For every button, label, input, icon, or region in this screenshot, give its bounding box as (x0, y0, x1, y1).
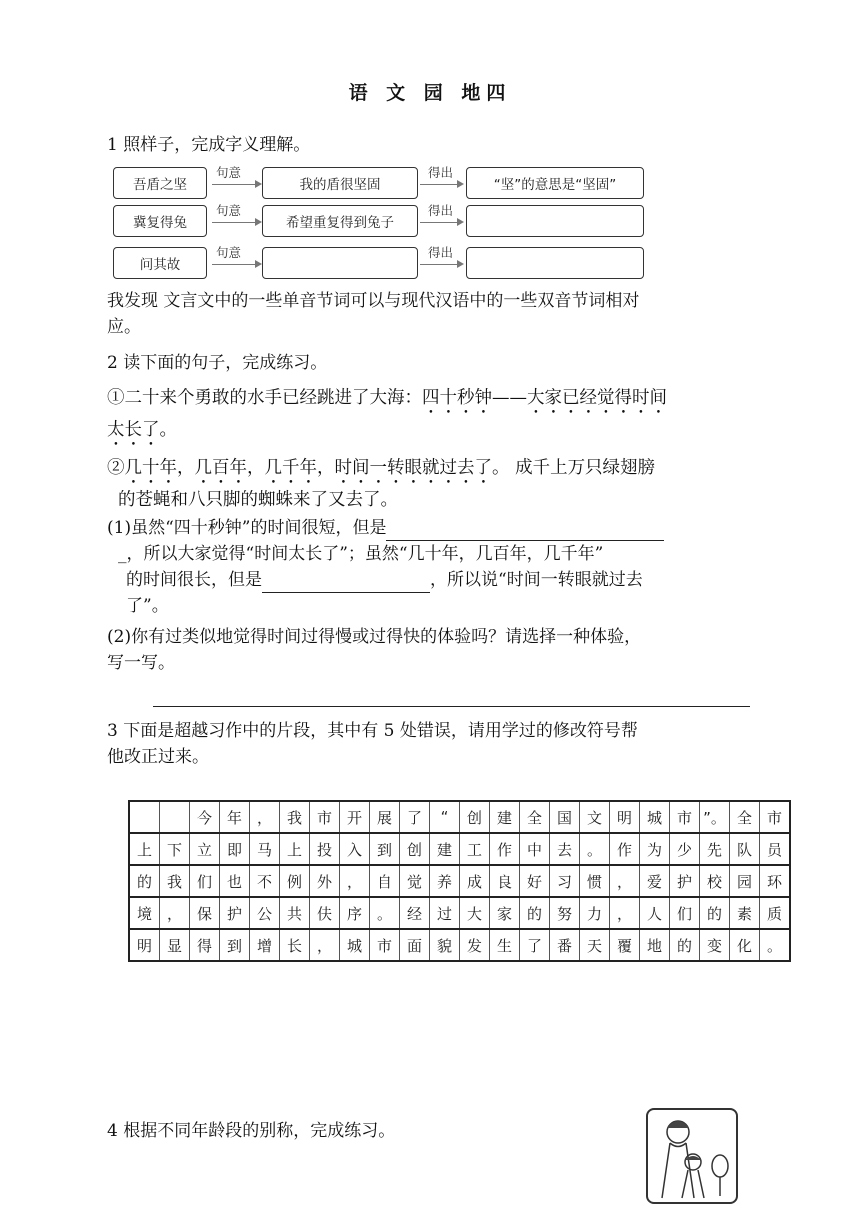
grid-cell: 上 (129, 833, 160, 865)
grid-cell (129, 801, 160, 833)
page-title: 语 文 园 地四 (348, 82, 512, 104)
grid-cell: 先 (700, 833, 730, 865)
grid-cell: 增 (250, 929, 280, 961)
grid-cell: 市 (670, 801, 700, 833)
grid-cell: 共 (280, 897, 310, 929)
grid-cell: 觉 (400, 865, 430, 897)
grid-row (129, 897, 790, 929)
grid-cell: 惯 (580, 865, 610, 897)
grid-cell: 队 (730, 833, 760, 865)
q2-prompt: 2 读下面的句子，完成练习。 (107, 353, 328, 373)
result-label: 得出 (428, 245, 454, 260)
q2-sub1-line3: 的时间很长，但是 ，所以说“时间一转眼就过去 (126, 567, 766, 593)
grid-cell: 城 (340, 929, 370, 961)
grid-cell: 护 (220, 897, 250, 929)
grid-cell: 力 (580, 897, 610, 929)
grid-cell: 我 (160, 865, 190, 897)
grid-cell: 到 (370, 833, 400, 865)
grid-cell: ， (250, 801, 280, 833)
grid-cell: ”。 (700, 801, 730, 833)
grid-cell: 园 (730, 865, 760, 897)
grid-cell: 的 (520, 897, 550, 929)
grid-cell: 市 (310, 801, 340, 833)
grid-cell: 经 (400, 897, 430, 929)
grid-cell: 伕 (310, 897, 340, 929)
result-box[interactable] (466, 247, 644, 279)
grid-cell: 成 (460, 865, 490, 897)
grid-cell: 城 (640, 801, 670, 833)
grid-cell: 环 (760, 865, 791, 897)
arrow-icon (212, 184, 260, 185)
grid-cell: 例 (280, 865, 310, 897)
grid-cell: 质 (760, 897, 791, 929)
q2-sentence-1-cont (107, 417, 177, 450)
source-phrase-box: 冀复得兔 (113, 205, 207, 237)
grid-cell: 上 (280, 833, 310, 865)
arrow-icon (420, 222, 462, 223)
grid-cell: 不 (250, 865, 280, 897)
grid-cell: 覆 (610, 929, 640, 961)
grid-cell: 发 (460, 929, 490, 961)
grid-cell: 人 (640, 897, 670, 929)
grid-cell: ， (310, 929, 340, 961)
meaning-box: 我的盾很坚固 (262, 167, 418, 199)
emphasized-text: 几十年，几百年，几千年，时间一转眼就过去了。 (124, 458, 510, 478)
q1-finding-line1: 我发现 文言文中的一些单音节词可以与现代汉语中的一些双音节词相对 (107, 291, 640, 311)
meaning-label: 句意 (216, 203, 242, 218)
grid-cell: 去 (550, 833, 580, 865)
grid-cell: ， (610, 897, 640, 929)
q1-diagram (0, 0, 860, 300)
q2-sentence-2: ②几十年，几百年，几千年，时间一转眼就过去了。 成千上万只绿翅膀 (107, 458, 656, 478)
emphasized-text: 太长了。 (107, 420, 177, 440)
grid-row (129, 801, 790, 833)
grid-cell: 长 (280, 929, 310, 961)
grid-cell: 建 (430, 833, 460, 865)
arrow-icon (212, 222, 260, 223)
grid-cell: ， (160, 897, 190, 929)
result-box[interactable] (466, 205, 644, 237)
meaning-box: 希望重复得到兔子 (262, 205, 418, 237)
grid-cell: 面 (400, 929, 430, 961)
grid-cell: 地 (640, 929, 670, 961)
grid-cell: 到 (220, 929, 250, 961)
grid-cell: 国 (550, 801, 580, 833)
grid-cell: 了 (400, 801, 430, 833)
grid-cell: 显 (160, 929, 190, 961)
grid-cell: 。 (580, 833, 610, 865)
q2-sub1-line4: 了”。 (126, 596, 169, 616)
grid-cell: 良 (490, 865, 520, 897)
grid-cell: 为 (640, 833, 670, 865)
meaning-label: 句意 (216, 165, 242, 180)
grid-cell: 市 (760, 801, 791, 833)
grid-cell: 的 (700, 897, 730, 929)
grid-cell: 建 (490, 801, 520, 833)
result-label: 得出 (428, 203, 454, 218)
grid-cell: 马 (250, 833, 280, 865)
grid-cell: 今 (190, 801, 220, 833)
grid-cell: 少 (670, 833, 700, 865)
grid-row (129, 833, 790, 865)
grid-cell: 作 (610, 833, 640, 865)
grid-cell (160, 801, 190, 833)
grid-cell: 也 (220, 865, 250, 897)
grid-cell: 貌 (430, 929, 460, 961)
grid-cell: 大 (460, 897, 490, 929)
grid-cell: 序 (340, 897, 370, 929)
q2-sentence-1: ①二十来个勇敢的水手已经跳进了大海：四十秒钟——大家已经觉得时间 (107, 388, 667, 408)
grid-cell: “ (430, 801, 460, 833)
grid-cell: 了 (520, 929, 550, 961)
grid-row (129, 865, 790, 897)
grid-cell: 校 (700, 865, 730, 897)
grid-cell: 工 (460, 833, 490, 865)
q3-prompt-line2: 他改正过来。 (107, 747, 209, 767)
grid-cell: 员 (760, 833, 791, 865)
grid-cell: 立 (190, 833, 220, 865)
source-phrase-box: 问其故 (113, 247, 207, 279)
grid-cell: 公 (250, 897, 280, 929)
grid-cell: 作 (490, 833, 520, 865)
grid-cell: 的 (670, 929, 700, 961)
q2-sub2-line1: (2)你有过类似地觉得时间过得慢或过得快的体验吗？请选择一种体验， (107, 627, 642, 647)
result-box: “坚”的意思是“坚固” (466, 167, 644, 199)
q2-sub2-line2: 写一写。 (107, 653, 175, 673)
illustration-girls-mirror (646, 1108, 738, 1204)
q1-prompt: 1 照样子，完成字义理解。 (107, 135, 311, 155)
writing-grid (128, 800, 791, 962)
grid-cell: 习 (550, 865, 580, 897)
grid-cell: 好 (520, 865, 550, 897)
grid-cell: 创 (400, 833, 430, 865)
grid-cell: 化 (730, 929, 760, 961)
meaning-label: 句意 (216, 245, 242, 260)
grid-cell: 文 (580, 801, 610, 833)
grid-cell: 。 (370, 897, 400, 929)
grid-cell: 开 (340, 801, 370, 833)
grid-cell: 过 (430, 897, 460, 929)
arrow-icon (212, 264, 260, 265)
grid-cell: 护 (670, 865, 700, 897)
result-label: 得出 (428, 165, 454, 180)
grid-cell: 即 (220, 833, 250, 865)
q2-sub1-line1: (1)虽然“四十秒钟”的时间很短，但是 (107, 515, 757, 541)
grid-cell: 年 (220, 801, 250, 833)
q4-prompt: 4 根据不同年龄段的别称，完成练习。 (107, 1121, 396, 1141)
grid-cell: 们 (190, 865, 220, 897)
answer-blank[interactable] (262, 574, 430, 593)
emphasized-text: 四十秒钟——大家已经觉得时间 (422, 388, 667, 408)
grid-cell: 中 (520, 833, 550, 865)
grid-cell: 努 (550, 897, 580, 929)
grid-cell: ， (610, 865, 640, 897)
grid-cell: 养 (430, 865, 460, 897)
grid-cell: 投 (310, 833, 340, 865)
grid-cell: 素 (730, 897, 760, 929)
arrow-icon (420, 184, 462, 185)
grid-cell: 明 (610, 801, 640, 833)
grid-cell: 全 (730, 801, 760, 833)
grid-cell: 的 (129, 865, 160, 897)
arrow-icon (420, 264, 462, 265)
grid-cell: 番 (550, 929, 580, 961)
grid-cell: 我 (280, 801, 310, 833)
q1-finding-line2: 应。 (107, 317, 141, 337)
grid-cell: 。 (760, 929, 791, 961)
q2-sub1-line2: _，所以大家觉得“时间太长了”；虽然“几十年，几百年，几千年” (118, 544, 604, 564)
answer-blank[interactable] (386, 522, 664, 541)
grid-cell: 爱 (640, 865, 670, 897)
grid-cell: 自 (370, 865, 400, 897)
grid-cell: 变 (700, 929, 730, 961)
grid-cell: ， (340, 865, 370, 897)
grid-cell: 生 (490, 929, 520, 961)
grid-cell: 得 (190, 929, 220, 961)
grid-cell: 外 (310, 865, 340, 897)
grid-cell: 明 (129, 929, 160, 961)
source-phrase-box: 吾盾之坚 (113, 167, 207, 199)
grid-cell: 家 (490, 897, 520, 929)
grid-cell: 展 (370, 801, 400, 833)
grid-cell: 全 (520, 801, 550, 833)
grid-cell: 天 (580, 929, 610, 961)
grid-cell: 们 (670, 897, 700, 929)
grid-cell: 市 (370, 929, 400, 961)
grid-row (129, 929, 790, 961)
q2-sentence-2-cont: 的苍蝇和八只脚的蜘蛛来了又去了。 (118, 490, 398, 510)
grid-cell: 保 (190, 897, 220, 929)
grid-cell: 境 (129, 897, 160, 929)
q3-prompt-line1: 3 下面是超越习作中的片段，其中有 5 处错误，请用学过的修改符号帮 (107, 721, 638, 741)
grid-cell: 入 (340, 833, 370, 865)
grid-cell: 创 (460, 801, 490, 833)
meaning-box[interactable] (262, 247, 418, 279)
grid-cell: 下 (160, 833, 190, 865)
writing-line[interactable] (153, 706, 750, 707)
